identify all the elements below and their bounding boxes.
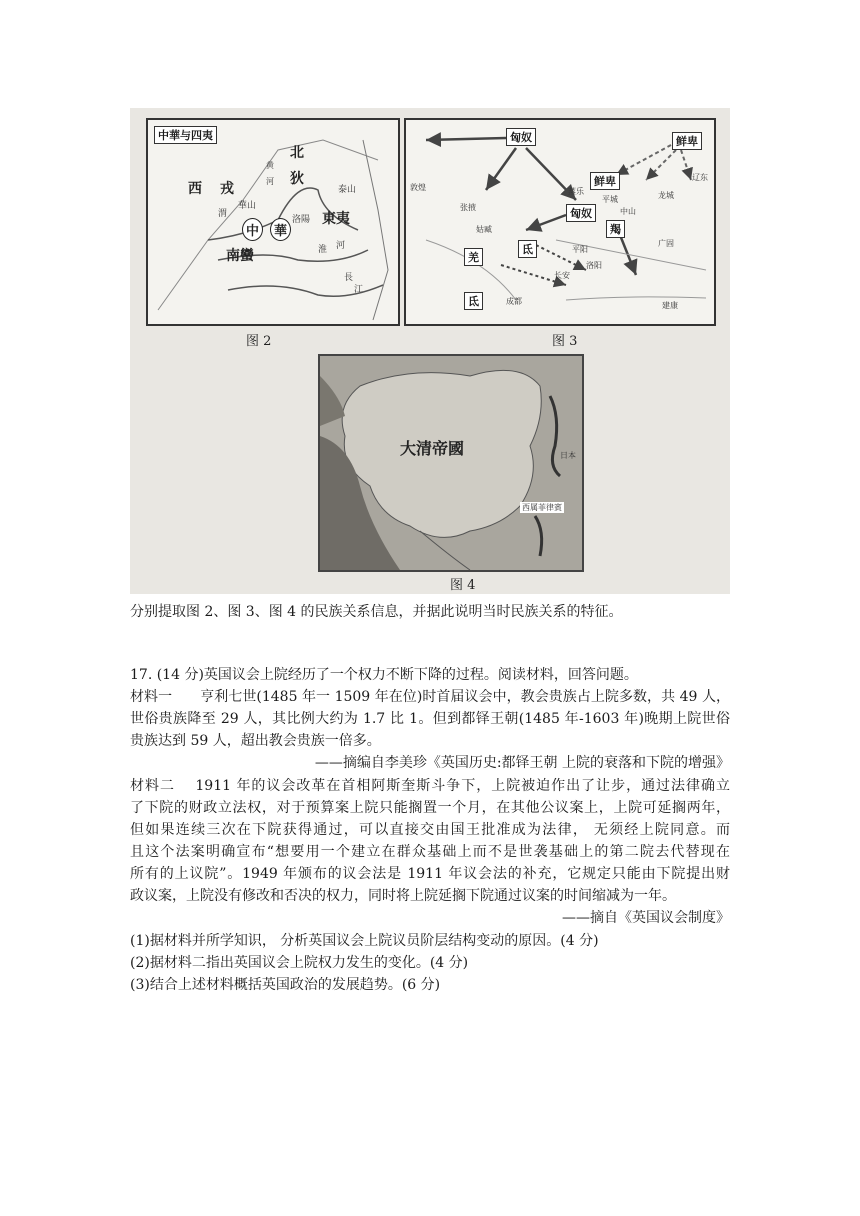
material-2-line-4: 且这个法案明确宣布“想要用一个建立在群众基础上而不是世袭基础上的第二院去代替现在 <box>130 844 730 860</box>
place-huashan: 華山 <box>238 201 257 211</box>
label-qing-empire: 大清帝國 <box>400 439 465 458</box>
place-zhongshan: 中山 <box>620 207 636 216</box>
material-2-source: ——摘自《英国议会制度》 <box>562 910 730 926</box>
figure-4-caption: 图 4 <box>450 578 476 593</box>
question-17-part-2: (2)据材料二指出英国议会上院权力发生的变化。(4 分) <box>130 955 469 971</box>
material-2-line-2: 了下院的财政立法权，对于预算案上院只能搁置一个月，在其他公议案上，上院可延搁两年， <box>130 800 730 816</box>
label-di-1: 氐 <box>518 240 537 258</box>
place-chengdu: 成都 <box>506 297 522 306</box>
region-di: 狄 <box>290 171 304 187</box>
place-pingyang: 平阳 <box>572 245 588 254</box>
material-1-source: ——摘编自李美珍《英国历史:都铎王朝 上院的衰落和下院的增强》 <box>314 755 730 771</box>
place-liaodong: 辽东 <box>692 173 708 182</box>
place-huai: 淮 <box>318 245 328 255</box>
figure-3-caption: 图 3 <box>552 334 578 349</box>
material-1-line-1: 材料一 亨利七世(1485 年一 1509 年在位)时首届议会中，教会贵族占上院多数，共 49 人， <box>130 689 730 705</box>
figure-2-title: 中華与四夷 <box>154 126 217 144</box>
figure-2-caption: 图 2 <box>246 334 272 349</box>
label-jie: 羯 <box>606 220 625 238</box>
place-wei: 渭 <box>218 209 228 219</box>
label-di-2: 氐 <box>464 292 483 310</box>
region-bei: 北 <box>290 145 304 161</box>
place-zhengle: 蒸乐 <box>568 187 584 196</box>
place-guzang: 姑臧 <box>476 225 492 234</box>
place-taishan: 泰山 <box>338 185 357 195</box>
material-1-line-3: 贵族达到 59 人，超出教会贵族一倍多。 <box>130 733 381 749</box>
material-2-line-6: 政议案，上院没有修改和否决的权力，同时将上院延搁下院通过议案的时间缩减为一年。 <box>130 888 676 904</box>
region-rong: 戎 <box>220 181 234 197</box>
question-17-part-3: (3)结合上述材料概括英国政治的发展趋势。(6 分) <box>130 977 441 993</box>
figure-3-migration-arrows <box>406 120 714 324</box>
place-jiankang: 建康 <box>662 301 678 310</box>
figure-3-map <box>404 118 716 326</box>
figure-2-map <box>146 118 400 326</box>
label-xiongnu-north: 匈奴 <box>506 128 536 146</box>
region-dongyi: 東夷 <box>322 211 350 227</box>
place-jiang: 江 <box>354 285 364 295</box>
label-japan: 日本 <box>560 451 576 460</box>
material-1-line-2: 世俗贵族降至 29 人，其比例大约为 1.7 比 1。但到都铎王朝(1485 年-1603 年)晚期上院世俗 <box>130 711 730 727</box>
label-qiang: 羌 <box>464 248 483 266</box>
region-nanman: 南蠻 <box>226 248 254 264</box>
place-luoyang-3: 洛阳 <box>586 261 602 270</box>
label-xianbei-center: 鲜卑 <box>590 172 620 190</box>
figure-4-map <box>318 354 584 572</box>
material-2-line-3: 但如果连续三次在下院获得通过，可以直接交由国王批准成为法律， 无须经上院同意。而 <box>130 822 730 838</box>
region-hua: 華 <box>270 218 291 241</box>
question-16-prompt: 分别提取图 2、图 3、图 4 的民族关系信息，并据此说明当时民族关系的特征。 <box>130 604 623 620</box>
place-luoyang: 洛陽 <box>292 215 311 225</box>
figure-photo <box>130 108 730 594</box>
label-xiongnu-center: 匈奴 <box>566 204 596 222</box>
label-spanish-philippines: 西属菲律賓 <box>522 503 562 512</box>
place-pingcheng: 平城 <box>602 195 618 204</box>
region-zhong: 中 <box>242 218 263 241</box>
material-2-line-1: 材料二 1911 年的议会改革在首相阿斯奎斯斗争下，上院被迫作出了让步，通过法律确立 <box>130 778 730 794</box>
label-xianbei-ne: 鲜卑 <box>672 132 702 150</box>
question-17-heading: 17. (14 分)英国议会上院经历了一个权力不断下降的过程。阅读材料，回答问题。 <box>130 667 638 683</box>
place-he-1: 河 <box>266 177 274 186</box>
place-he-2: 河 <box>336 241 346 251</box>
place-zhangye: 张掖 <box>460 203 476 212</box>
place-longcheng: 龙城 <box>658 191 674 200</box>
place-guanggu: 广固 <box>658 239 674 248</box>
place-chang: 長 <box>344 273 354 283</box>
place-changan: 长安 <box>554 271 570 280</box>
place-huang: 黄 <box>266 161 274 170</box>
region-xi: 西 <box>188 181 202 197</box>
question-17-part-1: (1)据材料并所学知识， 分析英国议会上院议员阶层结构变动的原因。(4 分) <box>130 933 599 949</box>
place-dunhuang: 敦煌 <box>410 183 426 192</box>
material-2-line-5: 所有的上议院”。1949 年颁布的议会法是 1911 年议会法的补充，它规定只能由下院提出财 <box>130 866 730 882</box>
figure-4-territory <box>320 356 582 570</box>
